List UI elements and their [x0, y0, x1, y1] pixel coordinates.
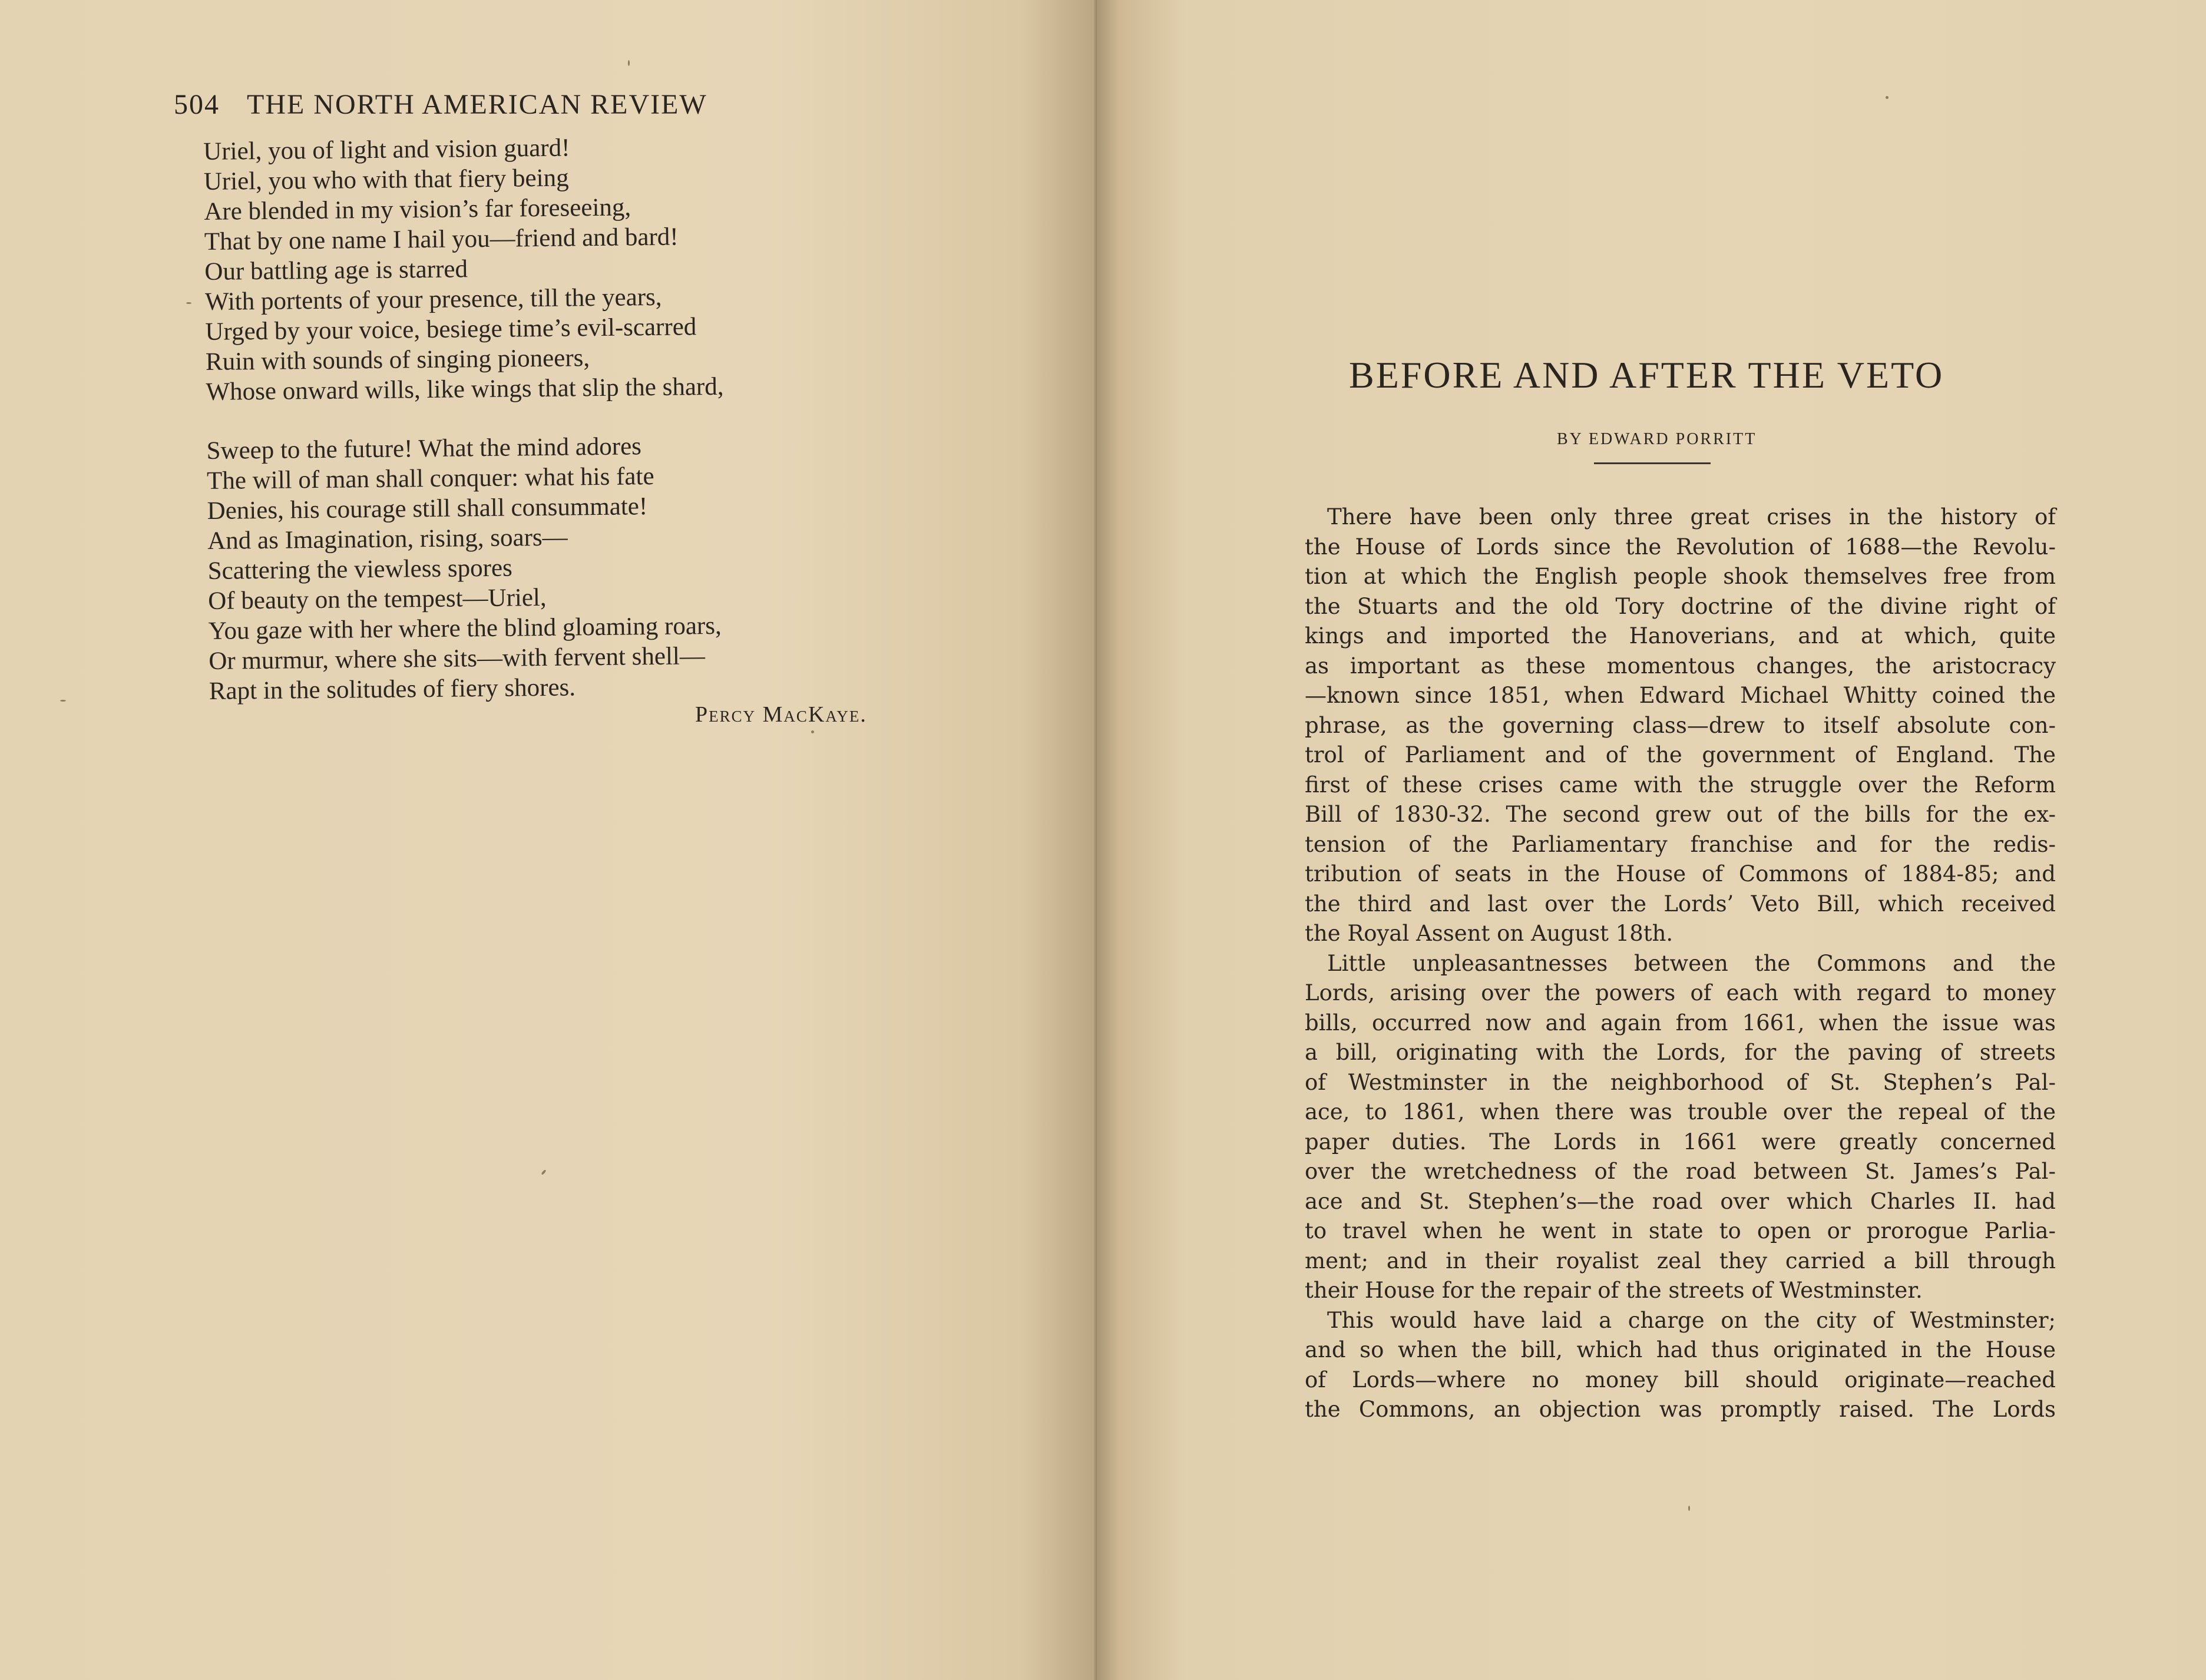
paragraph-1 — [1305, 502, 2056, 949]
poem-line: Urged by your voice, besiege time’s evil-scarred — [205, 313, 697, 346]
article-title: BEFORE AND AFTER THE VETO — [1349, 354, 1944, 396]
text-line: of Westminster in the neighborhood of St. Stephen’s Pal- — [1305, 1069, 2056, 1095]
text-line: kings and imported the Hanoverians, and at which, quite — [1305, 623, 2056, 649]
poem-line: Or murmur, where she sits—with fervent shell— — [209, 642, 706, 675]
text-line: tribution of seats in the House of Commons of 1884-85; and — [1305, 861, 2056, 887]
text-line: ace and St. Stephen’s—the road over which Charles II. had — [1305, 1188, 2056, 1214]
text-line: a bill, originating with the Lords, for the paving of streets — [1305, 1040, 2056, 1065]
text-line: their House for the repair of the streets of Westminster. — [1305, 1278, 1923, 1303]
text-line: trol of Parliament and of the government of England. The — [1305, 742, 2056, 768]
paper-speck — [541, 1169, 546, 1175]
poem-line: Uriel, you of light and vision guard! — [203, 134, 570, 166]
text-line: tion at which the English people shook themselves free from — [1305, 564, 2056, 589]
text-line: to travel when he went in state to open or prorogue Parlia- — [1305, 1218, 2056, 1244]
paper-speck — [1886, 96, 1889, 99]
poem-line: With portents of your presence, till the years, — [204, 283, 662, 316]
text-line: This would have laid a charge on the city of Westminster; — [1327, 1307, 2056, 1333]
left-page — [0, 0, 1097, 1680]
text-line: first of these crises came with the struggle over the Reform — [1305, 772, 2056, 798]
text-line: There have been only three great crises in the history of — [1327, 504, 2056, 530]
poem-stanza-1 — [203, 131, 724, 407]
journal-title: THE NORTH AMERICAN REVIEW — [247, 89, 707, 120]
text-line: the House of Lords since the Revolution of 1688—the Revolu- — [1305, 534, 2056, 560]
text-line: bills, occurred now and again from 1661, when the issue was — [1305, 1010, 2056, 1036]
text-line: ment; and in their royalist zeal they carried a bill through — [1305, 1248, 2056, 1274]
poem-line: Denies, his courage still shall consummate! — [207, 492, 648, 525]
running-head — [174, 88, 707, 121]
article-byline: BY EDWARD PORRITT — [1557, 430, 1757, 448]
text-line: the Stuarts and the old Tory doctrine of the divine right of — [1305, 593, 2056, 619]
title-rule — [1594, 462, 1711, 464]
text-line: the third and last over the Lords’ Veto Bill, which received — [1305, 891, 2056, 917]
poem-line: Our battling age is starred — [204, 255, 468, 286]
poem-line: Ruin with sounds of singing pioneers, — [205, 344, 590, 376]
poem-stanza-2 — [206, 431, 727, 706]
poem-line: You gaze with her where the blind gloaming roars, — [208, 611, 722, 645]
text-line: Lords, arising over the powers of each with regard to money — [1305, 980, 2056, 1006]
text-line: Little unpleasantnesses between the Commons and the — [1327, 950, 2056, 976]
poem-line: Of beauty on the tempest—Uriel, — [208, 583, 547, 615]
text-line: the Royal Assent on August 18th. — [1305, 921, 1673, 946]
text-line: as important as these momentous changes, the aristocracy — [1305, 653, 2056, 679]
poem-line: That by one name I hail you—friend and bard! — [204, 223, 679, 256]
paper-speck — [628, 60, 630, 66]
text-line: the Commons, an objection was promptly raised. The Lords — [1305, 1397, 2056, 1422]
poem-line: Uriel, you who with that fiery being — [203, 164, 569, 196]
article-body — [1305, 502, 2056, 1425]
text-line: and so when the bill, which had thus originated in the House — [1305, 1337, 2056, 1362]
text-line: of Lords—where no money bill should originate—reached — [1305, 1367, 2056, 1393]
poem-line: And as Imagination, rising, soars— — [207, 523, 568, 555]
text-line: phrase, as the governing class—drew to itself absolute con- — [1305, 712, 2056, 738]
paper-speck — [811, 730, 814, 733]
poem-line: Whose onward wills, like wings that slip the shard, — [206, 372, 724, 406]
poem-signature: Percy MacKaye. — [695, 702, 867, 727]
poem — [203, 131, 727, 706]
paper-speck — [186, 302, 191, 304]
poem-line: Are blended in my vision’s far foreseeing, — [204, 193, 631, 226]
paper-speck — [1688, 1506, 1690, 1511]
text-line: —known since 1851, when Edward Michael Whitty coined the — [1305, 683, 2056, 708]
text-line: over the wretchedness of the road between St. James’s Pal- — [1305, 1159, 2056, 1184]
poem-line: Rapt in the solitudes of fiery shores. — [209, 673, 576, 705]
poem-line: Sweep to the future! What the mind adores — [206, 432, 642, 465]
paragraph-2 — [1305, 949, 2056, 1306]
paragraph-3 — [1305, 1306, 2056, 1425]
text-line: paper duties. The Lords in 1661 were greatly concerned — [1305, 1129, 2056, 1155]
page-number: 504 — [174, 89, 220, 120]
text-line: Bill of 1830-32. The second grew out of the bills for the ex- — [1305, 802, 2056, 827]
poem-line: The will of man shall conquer: what his fate — [206, 462, 654, 495]
poem-line: Scattering the viewless spores — [207, 554, 513, 585]
text-line: ace, to 1861, when there was trouble over the repeal of the — [1305, 1099, 2056, 1125]
text-line: tension of the Parliamentary franchise and for the redis- — [1305, 831, 2056, 857]
paper-speck — [60, 700, 66, 702]
